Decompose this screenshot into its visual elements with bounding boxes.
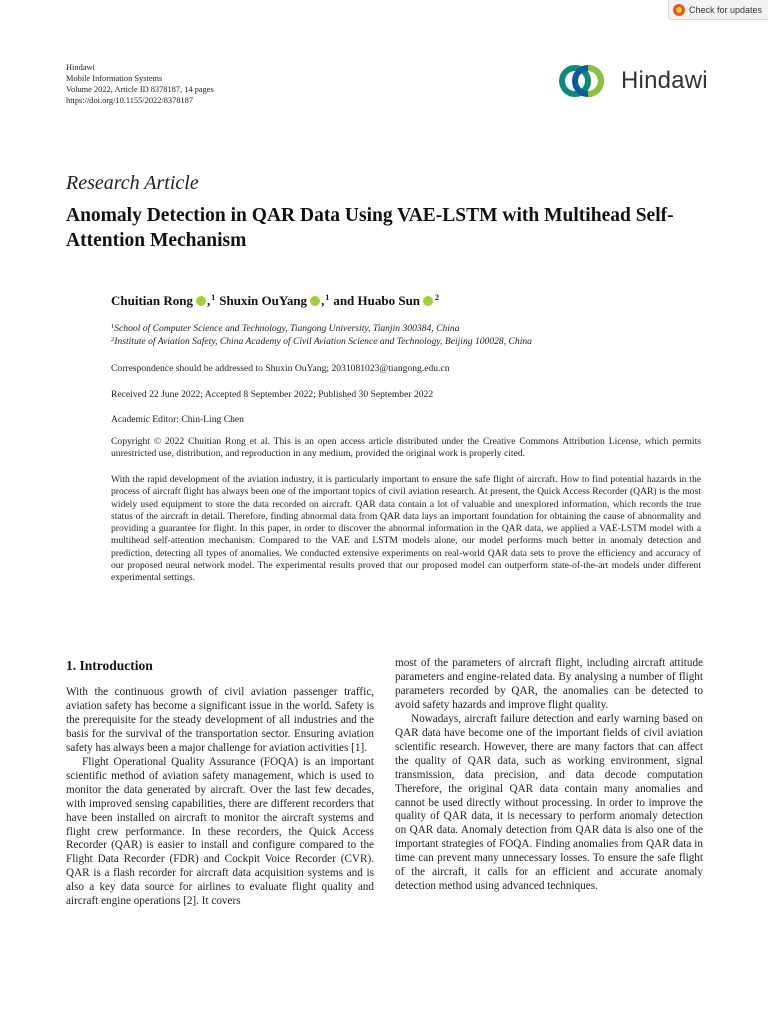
check-updates-icon [673,4,685,16]
publisher-name: Hindawi [66,63,95,72]
author-affiliation-marker: 1 [325,293,330,302]
section-heading: 1. Introduction [66,658,153,673]
doi-link[interactable]: https://doi.org/10.1155/2022/8378187 [66,96,194,105]
author-name: Chuitian Rong [111,293,193,308]
author-separator: , [321,293,325,308]
author-affiliation-marker: 1 [211,293,216,302]
body-paragraph: Flight Operational Quality Assurance (FOQA) is an important scientific method of aviation safety management, which is used to monitor the data generated by aircraft. Over the last few decades, with improved sensing capabilities, there are different recorders that have been installed on aircraft to monitor the aircraft systems and flight crew performance. In these recorders, the Quick Access Recorder (QAR) is easier to install and configure compared to the Flight Data Recorder (FDR) and Cockpit Voice Recorder (CVR). QAR is a flash recorder for aircraft data acquisition systems and is also a key data source for airlines to evaluate flight quality and aircraft engine operations [2]. It covers [66,755,374,908]
journal-name: Mobile Information Systems [66,74,163,83]
author-name: Shuxin OuYang [219,293,308,308]
check-for-updates-button[interactable] [668,0,768,20]
publication-dates: Received 22 June 2022; Accepted 8 September 2022; Published 30 September 2022 [111,389,434,400]
body-paragraph: Nowadays, aircraft failure detection and early warning based on QAR data have become one of the important fields of civil aviation scientific research. However, there are many factors that can affect the quality of QAR data, such as working environment, signal transmission, data precision, and data decode computation Therefore, the original QAR data contain many anomalies and cannot be used directly without processing. In order to improve the quality of QAR data, it is necessary to perform anomaly detection on QAR data. Anomaly detection from QAR data is also one of the important strategies of FOQA. Finding anomalies from QAR data in time can prevent many unnecessary losses. To ensure the safe flight of the aircraft, it calls for an efficient and accurate anomaly detection method using advanced techniques. [395,712,703,893]
abstract: With the rapid development of the aviation industry, it is particularly important to ensure the safe flight of aircraft. How to find potential hazards in the process of aircraft flight has always been one of the important topics of civil aviation research. At present, the Quick Access Recorder (QAR) is the most widely used equipment to store the data recorded on aircraft. QAR data contain a lot of valuable and unexplored information, which records the true status of the aircraft in detail. Therefore, finding abnormal data from QAR data lays an important foundation for obtaining the cause of abnormality and providing a guarantee for flight. In this paper, in order to discover the abnormal information in the QAR data, we applied a VAE-LSTM model with a multihead self-attention mechanism. Compared to the VAE and LSTM models alone, our model performs much better in anomaly detection and prediction, detecting all types of anomalies. We conducted extensive experiments on real-world QAR data sets to prove the efficiency and accuracy of our proposed neural network model. The experimental results proved that our proposed model can outperform state-of-the-art models under different experimental settings. [111,474,701,584]
orcid-icon[interactable] [423,296,433,306]
copyright-notice: Copyright © 2022 Chuitian Rong et al. This is an open access article distributed under the Creative Commons Attribution License, which permits unrestricted use, distribution, and reproduction in any medium, provided the original work is properly cited. [111,436,701,460]
author-affiliation-marker: 2 [435,293,440,302]
author-name: and Huabo Sun [333,293,421,308]
article-type: Research Article [66,172,199,194]
hindawi-logo-icon [558,64,614,98]
orcid-icon[interactable] [310,296,320,306]
check-updates-label: Check for updates [688,4,762,15]
paper-title: Anomaly Detection in QAR Data Using VAE-LSTM with Multihead Self-Attention Mechanism [66,205,674,251]
volume-line: Volume 2022, Article ID 8378187, 14 pages [66,85,214,94]
publication-meta [66,62,214,106]
affiliations [111,323,701,350]
body-paragraph: With the continuous growth of civil aviation passenger traffic, aviation safety has become a significant issue in the world. Safety is the prerequisite for the steady development of all industries and the basis for the survival of the transportation sector. Ensuring aviation safety has always been a major challenge for aviation activities [1]. [66,686,374,754]
body-column-right [395,657,703,894]
academic-editor: Academic Editor: Chin-Ling Chen [111,414,244,425]
logo-wordmark: Hindawi [621,67,708,94]
orcid-icon[interactable] [196,296,206,306]
author-list [111,293,443,309]
affiliation-1: $^1$School of Computer Science and Technology, Tiangong University, Tianjin 300384, China [111,323,460,334]
hindawi-logo [558,64,708,98]
affiliation-2: $^2$Institute of Aviation Safety, China Academy of Civil Aviation Science and Technology, Beijing 100028, China [111,336,532,348]
body-column-left [66,686,374,909]
correspondence: Correspondence should be addressed to Shuxin OuYang; 2031081023@tiangong.edu.cn [111,363,450,374]
author-separator: , [207,293,211,308]
body-paragraph: most of the parameters of aircraft flight, including aircraft attitude parameters and engine-related data. By analysing a number of flight parameters recorded by QAR, the anomalies can be detected to avoid safety hazards and improve flight quality. [395,657,703,711]
